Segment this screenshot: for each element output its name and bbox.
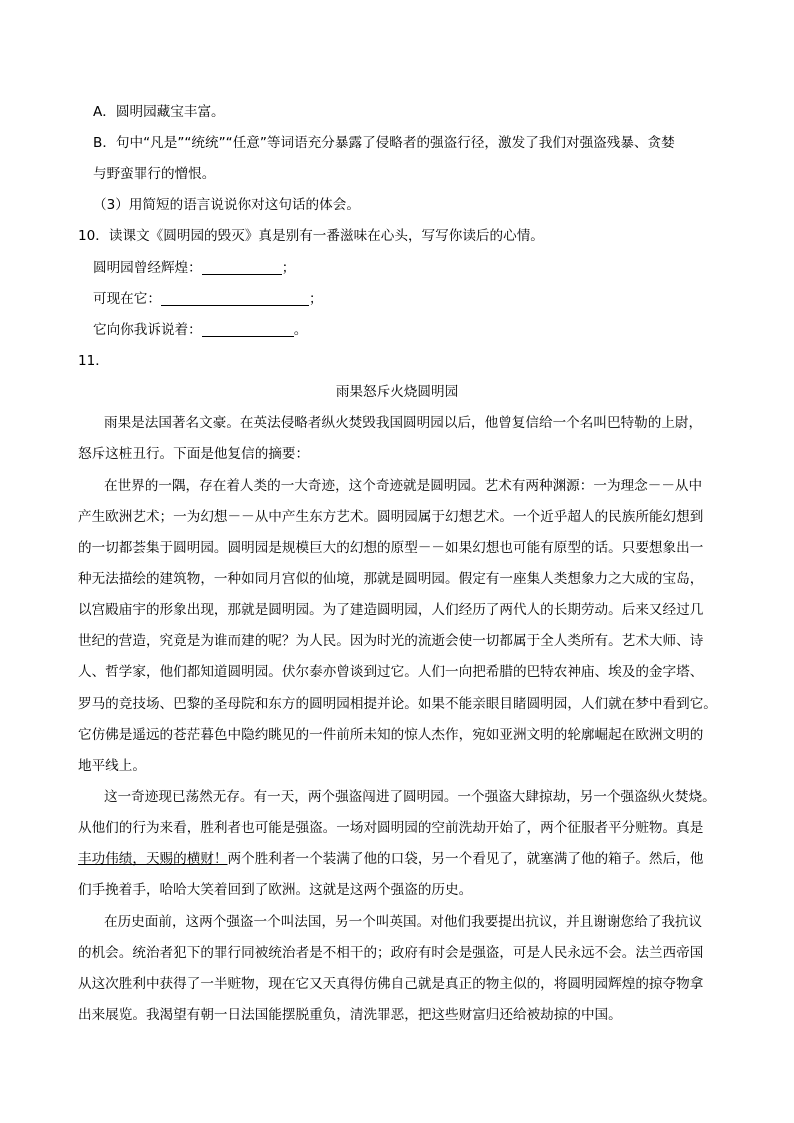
- p1-line-3: 的一切都荟集于圆明园。圆明园是规模巨大的幻想的原型－－如果幻想也可能有原型的话。只要想象出一: [78, 540, 704, 556]
- p1-line-1: 在世界的一隅，存在着人类的一大奇迹，这个奇迹就是圆明园。艺术有两种渊源：一为理念－－从中: [104, 478, 703, 494]
- answer-blank-2[interactable]: [161, 291, 309, 306]
- q9-option-a: A．圆明园藏宝丰富。: [93, 104, 225, 120]
- p2-line-3-rest: 两个胜利者一个装满了他的口袋，另一个看见了，就塞满了他的箱子。然后，他: [227, 851, 704, 867]
- q11-number: 11．: [78, 353, 109, 369]
- q10-line1-suffix: ；: [281, 260, 296, 276]
- p2-line-1: 这一奇迹现已荡然无存。有一天，两个强盗闯进了圆明园。一个强盗大肆掠劫，另一个强盗纵火焚烧。: [104, 789, 716, 805]
- q9-option-b-line2: 与野蛮罪行的憎恨。: [93, 166, 216, 182]
- q9-option-b-line1: B．句中“凡是”“统统”“任意”等词语充分暴露了侵略者的强盗行径，激发了我们对强盗残暴、贪婪: [93, 135, 675, 151]
- underlined-phrase: 丰功伟绩，天赐的横财！: [78, 851, 228, 867]
- p2-line-3: [78, 850, 703, 868]
- q10-line2-prefix: 可现在它：: [93, 291, 161, 307]
- p1-line-4: 种无法描绘的建筑物，一种如同月宫似的仙境，那就是圆明园。假定有一座集人类想象力之大成的宝岛，: [78, 571, 704, 587]
- p3-line-1: 在历史面前，这两个强盗一个叫法国，另一个叫英国。对他们我要提出抗议，并且谢谢您给了我抗议: [104, 914, 703, 930]
- p3-line-3: 从这次胜利中获得了一半赃物，现在它又天真得仿佛自己就是真正的物主似的，将圆明园辉煌的掠夺物拿: [78, 976, 704, 992]
- passage-title: 雨果怒斥火烧圆明园: [335, 384, 459, 400]
- p1-line-2: 产生欧洲艺术；一为幻想－－从中产生东方艺术。圆明园属于幻想艺术。一个近乎超人的民族所能幻想到: [78, 509, 704, 525]
- p2-line-4: 们手挽着手，哈哈大笑着回到了欧洲。这就是这两个强盗的历史。: [78, 882, 473, 898]
- intro-line-1: 雨果是法国著名文豪。在英法侵略者纵火焚毁我国圆明园以后，他曾复信给一个名叫巴特勒的上尉，: [104, 415, 703, 431]
- q9-sub3: （3）用简短的语言说说你对这句话的体会。: [93, 197, 360, 213]
- q10-line3-prefix: 它向你我诉说着：: [93, 322, 202, 338]
- p3-line-4: 出来展览。我渴望有朝一日法国能摆脱重负，清洗罪恶，把这些财富归还给被劫掠的中国。: [78, 1007, 622, 1023]
- p1-line-8: 罗马的竞技场、巴黎的圣母院和东方的圆明园相提并论。如果不能亲眼目睹圆明园，人们就在梦中看到它。: [78, 696, 717, 712]
- p1-line-7: 人、哲学家，他们都知道圆明园。伏尔泰亦曾谈到过它。人们一向把希腊的巴特农神庙、埃及的金字塔、: [78, 664, 704, 680]
- q10-line3-suffix: 。: [293, 322, 308, 338]
- q10-line1-prefix: 圆明园曾经辉煌：: [93, 260, 202, 276]
- p1-line-5: 以宫殿庙宇的形象出现，那就是圆明园。为了建造圆明园，人们经历了两代人的长期劳动。后来又经过几: [78, 602, 704, 618]
- answer-blank-3[interactable]: [202, 322, 294, 337]
- q10-line2-suffix: ；: [308, 291, 323, 307]
- q10-line3: [93, 321, 307, 339]
- p1-line-10: 地平线上。: [78, 758, 146, 774]
- p1-line-9: 它仿佛是遥远的苍茫暮色中隐约眺见的一件前所未知的惊人杰作，宛如亚洲文明的轮廓崛起在欧洲文明的: [78, 727, 704, 743]
- intro-line-2: 怒斥这桩丑行。下面是他复信的摘要：: [78, 446, 310, 462]
- answer-blank-1[interactable]: [202, 260, 282, 275]
- p3-line-2: 的机会。统治者犯下的罪行同被统治者是不相干的；政府有时会是强盗，可是人民永远不会。法兰西帝国: [78, 945, 704, 961]
- p2-line-2: 从他们的行为来看，胜利者也可能是强盗。一场对圆明园的空前洗劫开始了，两个征服者平分赃物。真是: [78, 820, 704, 836]
- q10-line1: [93, 259, 295, 277]
- q10-line2: [93, 290, 323, 308]
- q10-stem: 10．读课文《圆明园的毁灭》真是别有一番滋味在心头，写写你读后的心情。: [78, 228, 544, 244]
- p1-line-6: 世纪的营造，究竟是为谁而建的呢？为人民。因为时光的流逝会使一切都属于全人类所有。艺术大师、诗: [78, 633, 704, 649]
